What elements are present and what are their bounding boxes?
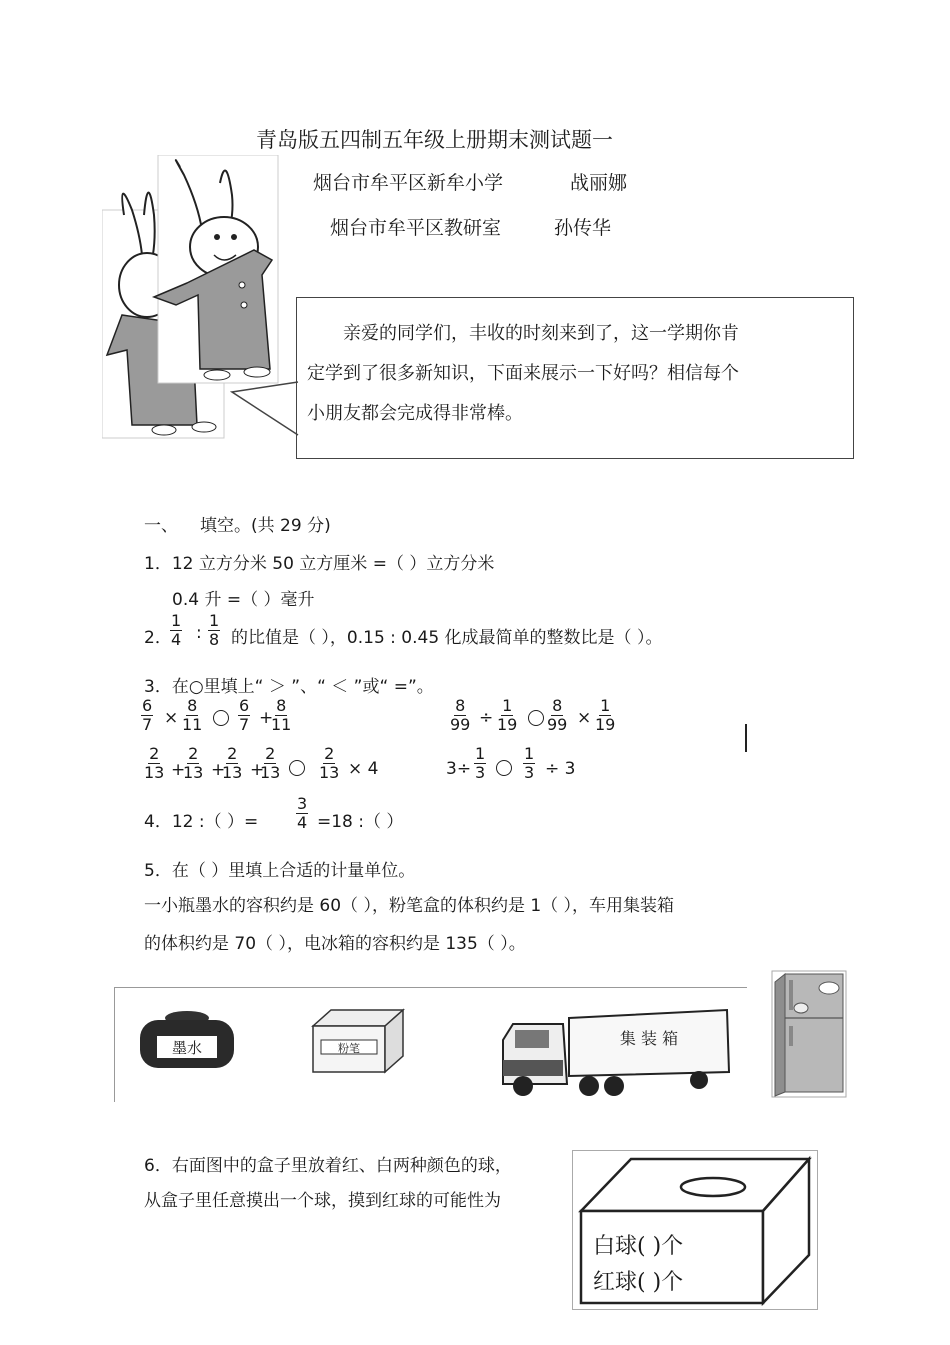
white-ball-label: 白球( )个 bbox=[593, 1234, 684, 1259]
red-ball-label: 红球( )个 bbox=[593, 1270, 684, 1295]
speech-bubble bbox=[296, 297, 854, 459]
text-cursor bbox=[745, 724, 747, 752]
speech-line-1: 亲爱的同学们，丰收的时刻来到了，这一学期你肯 bbox=[343, 323, 739, 344]
author-name-1: 战丽娜 bbox=[570, 172, 628, 194]
measurement-images bbox=[114, 987, 747, 1102]
compare-circle[interactable] bbox=[496, 760, 512, 776]
question-4-suffix: =18 :（ ） bbox=[317, 812, 404, 832]
question-5-line-2: 一小瓶墨水的容积约是 60（ ），粉笔盒的体积约是 1（ ），车用集装箱 bbox=[144, 896, 675, 916]
container-truck-image bbox=[499, 1000, 739, 1100]
svg-text:集 装 箱: 集 装 箱 bbox=[619, 1029, 679, 1048]
speech-line-3: 小朋友都会完成得非常棒。 bbox=[307, 403, 523, 424]
question-4-prefix: 4．12 :（ ）= bbox=[144, 812, 259, 832]
question-5-line-1: 5．在（ ）里填上合适的计量单位。 bbox=[144, 861, 416, 881]
ink-bottle-image bbox=[137, 1008, 237, 1074]
question-2-colon: : bbox=[196, 623, 202, 643]
compare-circle[interactable] bbox=[213, 710, 229, 726]
chalk-box-image bbox=[307, 1006, 407, 1076]
question-2-fraction-2: $\frac{1}{8}$ bbox=[209, 611, 220, 649]
question-2-fraction-1: $\frac{1}{4}$ bbox=[171, 611, 182, 649]
compare-circle[interactable] bbox=[528, 710, 544, 726]
section-title: 填空。(共 29 分) bbox=[200, 516, 331, 536]
refrigerator-image bbox=[771, 970, 847, 1098]
question-1-line-2: 0.4 升 =（ ）毫升 bbox=[172, 590, 315, 610]
speech-line-2: 定学到了很多新知识，下面来展示一下好吗？相信每个 bbox=[307, 363, 739, 384]
svg-text:粉笔: 粉笔 bbox=[338, 1042, 360, 1055]
question-4-fraction: $\frac{3}{4}$ bbox=[297, 794, 308, 832]
question-5-line-3: 的体积约是 70（ ），电冰箱的容积约是 135（ ）。 bbox=[144, 934, 526, 954]
question-6-line-2: 从盒子里任意摸出一个球，摸到红球的可能性为 bbox=[144, 1191, 501, 1211]
question-3-instruction: 3．在○里填上“ ＞ ”、“ ＜ ”或“ =”。 bbox=[144, 677, 434, 697]
page-title: 青岛版五四制五年级上册期末测试题一 bbox=[256, 128, 613, 152]
section-number: 一、 bbox=[144, 516, 178, 536]
question-2-prefix: 2． bbox=[144, 628, 172, 648]
author-org-1: 烟台市牟平区新牟小学 bbox=[313, 172, 504, 194]
author-name-2: 孙传华 bbox=[554, 217, 612, 239]
svg-text:墨水: 墨水 bbox=[171, 1039, 203, 1057]
exam-page: 青岛版五四制五年级上册期末测试题一 烟台市牟平区新牟小学 战丽娜 烟台市牟平区教研室 孙传华 亲爱的同学们，丰收的时刻来到了，这一学期你肯 定学到了很多新知识，下面来展示一下好吗？相信每个 小朋友都会完成得非常棒。 一、 填空。(共 29 分) 1．12 立方分米 50 立方厘米 =（ ）立方分米 0.4 升 =（ ）毫升 2． $\frac{1}{4}$ : $\frac{1}{8}$ 的比值是（ ），0.15 : 0.45 化成最简单的整数比是（ ）。 3．在○里填上“ ＞ ”、“ ＜ ”或“ =”。 $\frac{6}{7}$ × $\frac{8}{11}$ $\frac{6}{7}$ + $\frac{8}{11}$ $\frac{8}{99}$ ÷ $\frac{1}{19}$ $\frac{8}{99}$ × $\frac{1}{19}$ $\frac{2}{13}$ + $\frac{2}{13}$ + $\frac{2}{13}$ + $\frac{2}{13}$ $\frac{2}{13}$ × 4 3÷ $\frac{1}{3}$ $\frac{1}{3}$ ÷ 3 4．12 :（ ）= $\frac{3}{4}$ =18 :（ ） 5．在（ ）里填上合适的计量单位。 一小瓶墨水的容积约是 60（ ），粉笔盒的体积约是 1（ ），车用集装箱 的体积约是 70（ ），电冰箱的容积约是 135（ ）。 墨水 粉笔 集 装 箱 6．右面图中的盒子里放着红、白两种颜色的球， 从盒子里任意摸出一个球，摸到红球的可能性为 白球( )个 红球( )个 bbox=[0, 0, 950, 1345]
author-org-2: 烟台市牟平区教研室 bbox=[330, 217, 502, 239]
ball-box-image bbox=[572, 1150, 818, 1310]
speech-pointer bbox=[230, 380, 300, 440]
compare-circle[interactable] bbox=[289, 760, 305, 776]
question-2-rest: 的比值是（ ），0.15 : 0.45 化成最简单的整数比是（ ）。 bbox=[231, 628, 663, 648]
question-6-line-1: 6．右面图中的盒子里放着红、白两种颜色的球， bbox=[144, 1156, 512, 1176]
question-1-line-1: 1．12 立方分米 50 立方厘米 =（ ）立方分米 bbox=[144, 554, 495, 574]
